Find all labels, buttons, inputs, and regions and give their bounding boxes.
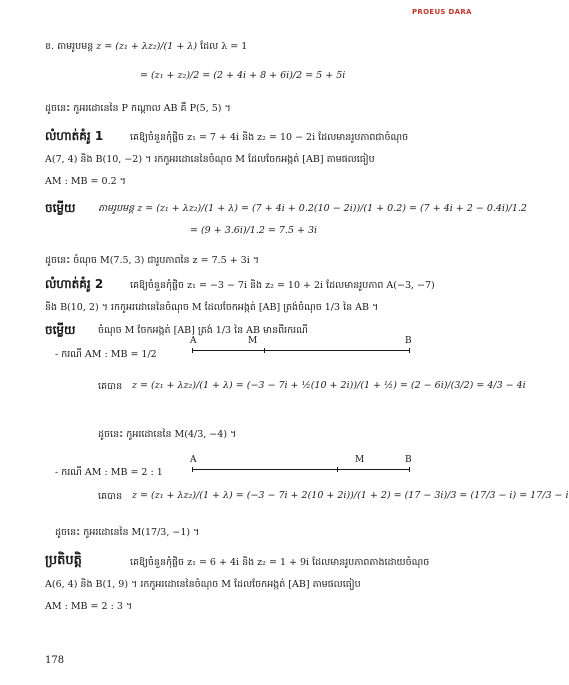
case2-calc-prefix: គេបាន [98, 491, 123, 502]
block1-prefix: ខ. តាមរូបមន្ត [45, 41, 94, 52]
case2-result: ដូចនេះ កូអរដោនេនៃ M(17/3, −1) ។ [55, 527, 200, 538]
segment2-label-b: B [405, 455, 412, 465]
page-number: 178 [45, 655, 65, 666]
practice-text2: A(6, 4) និង B(1, 9) ។ រកកូអរដោនេនៃចំណុច M ដែលចែកអង្កត់ [AB] តាមផលធៀប [45, 579, 361, 590]
block1-formula: z = (z₁ + λz₂)/(1 + λ) [96, 41, 198, 52]
example1-answer-label: ចម្លើយ [45, 201, 76, 215]
example1-title: លំហាត់គំរូ 1 [45, 129, 104, 143]
block1-condition: ដែល λ = 1 [200, 41, 248, 52]
example1-answer-line1: តាមរូបមន្ត z = (z₁ + λz₂)/(1 + λ) = (7 + 4i + 0.2(10 − 2i))/(1 + 0.2) = (7 + 4i + 2 − 0.4i)/1.2 [98, 203, 527, 214]
block1-line3: ដូចនេះ កូអរដោនេនៃ P កណ្ដាល AB គឺ P(5, 5) ។ [45, 103, 231, 114]
segment1-label-b: B [405, 336, 412, 346]
segment1-tick-b [409, 348, 410, 353]
case2-label: - ករណី AM : MB = 2 : 1 [55, 467, 163, 478]
brand-label: PROEUS DARA [412, 8, 472, 16]
case1-label: - ករណី AM : MB = 1/2 [55, 349, 157, 360]
segment2-label-m: M [355, 455, 365, 465]
segment1-label-m: M [248, 336, 258, 346]
example1-text2: A(7, 4) និង B(10, −2) ។ រកកូអរដោនេនៃចំណុច M ដែលចែកអង្កត់ [AB] តាមផលធៀប [45, 154, 375, 165]
segment2-line [192, 469, 410, 470]
block1-line1 [45, 40, 247, 54]
example1-answer-line3: ដូចនេះ ចំណុច M(7.5, 3) ជារូបភាពនៃ z = 7.5 + 3i ។ [45, 255, 260, 266]
example1-text1: គេឱ្យចំនួនកុំផ្លិច z₁ = 7 + 4i និង z₂ = 10 − 2i ដែលមានរូបភាពជាចំណុច [130, 132, 409, 143]
segment2-tick-m [337, 467, 338, 472]
case1-calc: z = (z₁ + λz₂)/(1 + λ) = (−3 − 7i + ½(10 + 2i))/(1 + ½) = (2 − 6i)/(3/2) = 4/3 − 4i [132, 380, 526, 391]
example2-text1: គេឱ្យចំនួនកុំផ្លិច z₁ = −3 − 7i និង z₂ = 10 + 2i ដែលមានរូបភាព A(−3, −7) [130, 280, 435, 291]
example2-title: លំហាត់គំរូ 2 [45, 277, 104, 291]
segment1-tick-a [192, 348, 193, 353]
block1-line2: = (z₁ + z₂)/2 = (2 + 4i + 8 + 6i)/2 = 5 + 5i [140, 70, 346, 81]
segment1-line [192, 350, 410, 351]
example1-text3: AM : MB = 0.2 ។ [45, 176, 126, 187]
segment2-tick-b [409, 467, 410, 472]
segment1-label-a: A [190, 336, 197, 346]
practice-text3: AM : MB = 2 : 3 ។ [45, 601, 133, 612]
example2-answer-label: ចម្លើយ [45, 323, 76, 337]
segment2-label-a: A [190, 455, 197, 465]
example1-answer-line2: = (9 + 3.6i)/1.2 = 7.5 + 3i [190, 225, 318, 236]
case2-calc: z = (z₁ + λz₂)/(1 + λ) = (−3 − 7i + 2(10 + 2i))/(1 + 2) = (17 − 3i)/3 = (17/3 − i) = 17/3 − i [132, 490, 569, 501]
case1-calc-prefix: គេបាន [98, 381, 123, 392]
example2-text2: និង B(10, 2) ។ រកកូអរដោនេនៃចំណុច M ដែលចែកអង្កត់ [AB] ត្រង់ចំណុច 1/3 នៃ AB ។ [45, 302, 379, 313]
segment1-tick-m [264, 348, 265, 353]
example2-answer-intro: ចំណុច M ចែកអង្កត់ [AB] ត្រង់ 1/3 នៃ AB មានពីរករណី [98, 325, 308, 336]
practice-text1: គេឱ្យចំនួនកុំផ្លិច z₁ = 6 + 4i និង z₂ = 1 + 9i ដែលមានរូបភាពតាងដោយចំណុច [130, 557, 430, 568]
practice-title: ប្រតិបត្តិ [45, 553, 82, 568]
case1-result: ដូចនេះ កូអរដោនេនៃ M(4/3, −4) ។ [98, 429, 237, 440]
segment2-tick-a [192, 467, 193, 472]
